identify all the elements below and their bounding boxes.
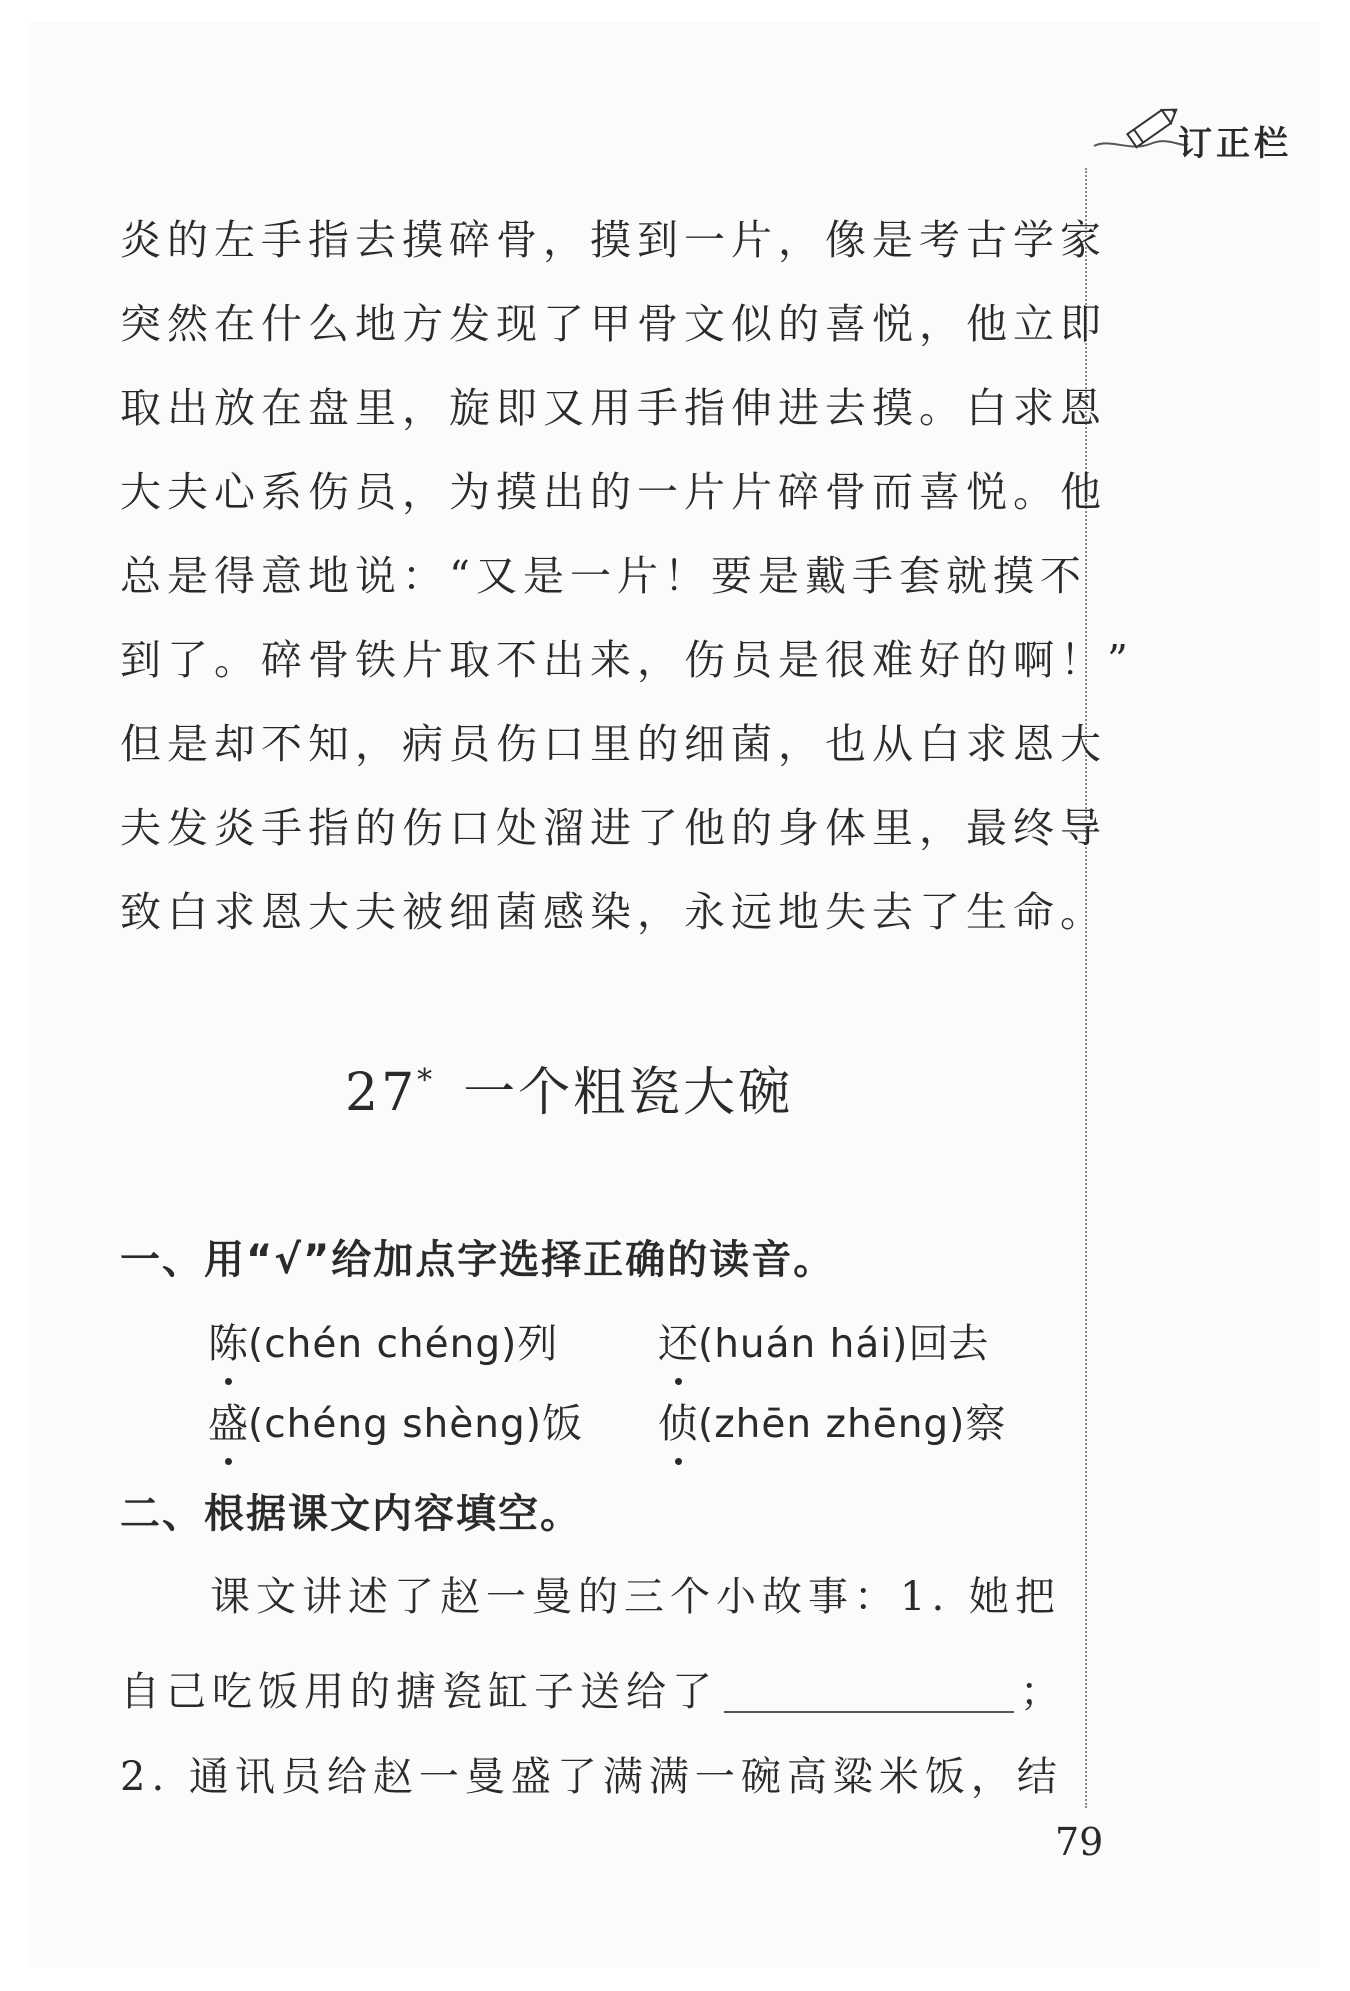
pinyin-row xyxy=(208,1392,1005,1449)
pinyin-options[interactable]: (chéng shèng) xyxy=(248,1402,542,1447)
word-suffix: 列 xyxy=(517,1321,558,1367)
pinyin-row xyxy=(208,1312,988,1369)
section2-heading: 二、根据课文内容填空。 xyxy=(120,1491,582,1537)
word-suffix: 回去 xyxy=(908,1321,989,1367)
story-line: 夫发炎手指的伤口处溜进了他的身体里，最终导 xyxy=(120,804,1107,852)
dotted-char: 陈 xyxy=(208,1312,248,1369)
fill-text-line: 课文讲述了赵一曼的三个小故事：1. 她把 xyxy=(210,1574,1061,1620)
correction-column-label: 订正栏 xyxy=(1178,124,1292,164)
story-paragraph xyxy=(120,205,1134,961)
lesson-title-text: 一个粗瓷大碗 xyxy=(463,1063,794,1123)
answer-blank[interactable] xyxy=(724,1671,1014,1713)
story-line: 到了。碎骨铁片取不出来，伤员是很难好的啊！” xyxy=(120,636,1134,684)
story-line: 大夫心系伤员，为摸出的一片片碎骨而喜悦。他 xyxy=(120,468,1107,516)
word-suffix: 饭 xyxy=(541,1401,582,1447)
fill-text-line xyxy=(120,1660,1066,1717)
lesson-optional-mark: * xyxy=(417,1063,436,1098)
correction-header xyxy=(1090,98,1330,168)
fill-text-after-blank: ； xyxy=(1020,1669,1066,1715)
pinyin-options[interactable]: (zhēn zhēng) xyxy=(698,1402,966,1447)
fill-text-before-blank: 自己吃饭用的搪瓷缸子送给了 xyxy=(120,1669,718,1715)
lesson-number: 27 xyxy=(345,1063,418,1123)
story-line: 炎的左手指去摸碎骨，摸到一片，像是考古学家 xyxy=(120,216,1107,264)
lesson-title xyxy=(345,1050,793,1125)
story-line: 但是却不知，病员伤口里的细菌，也从白求恩大 xyxy=(120,720,1107,768)
section1-heading: 一、用“√”给加点字选择正确的读音。 xyxy=(120,1237,836,1283)
pinyin-options[interactable]: (chén chéng) xyxy=(248,1322,518,1367)
pinyin-item xyxy=(208,1392,658,1449)
word-suffix: 察 xyxy=(965,1401,1006,1447)
story-line: 取出放在盘里，旋即又用手指伸进去摸。白求恩 xyxy=(120,384,1107,432)
dotted-char: 还 xyxy=(658,1312,698,1369)
story-line: 总是得意地说：“又是一片！要是戴手套就摸不 xyxy=(120,552,1087,600)
pencil-icon xyxy=(1090,98,1190,158)
story-line: 突然在什么地方发现了甲骨文似的喜悦，他立即 xyxy=(120,300,1107,348)
pinyin-options[interactable]: (huán hái) xyxy=(698,1322,909,1367)
pinyin-item xyxy=(658,1312,988,1369)
dotted-char: 盛 xyxy=(208,1392,248,1449)
pinyin-item xyxy=(658,1392,1005,1449)
pinyin-item xyxy=(208,1312,658,1369)
page-number: 79 xyxy=(1055,1820,1104,1864)
dotted-char: 侦 xyxy=(658,1392,698,1449)
fill-text-line: 2. 通讯员给赵一曼盛了满满一碗高粱米饭，结 xyxy=(120,1754,1063,1800)
story-line: 致白求恩大夫被细菌感染，永远地失去了生命。 xyxy=(120,888,1107,936)
